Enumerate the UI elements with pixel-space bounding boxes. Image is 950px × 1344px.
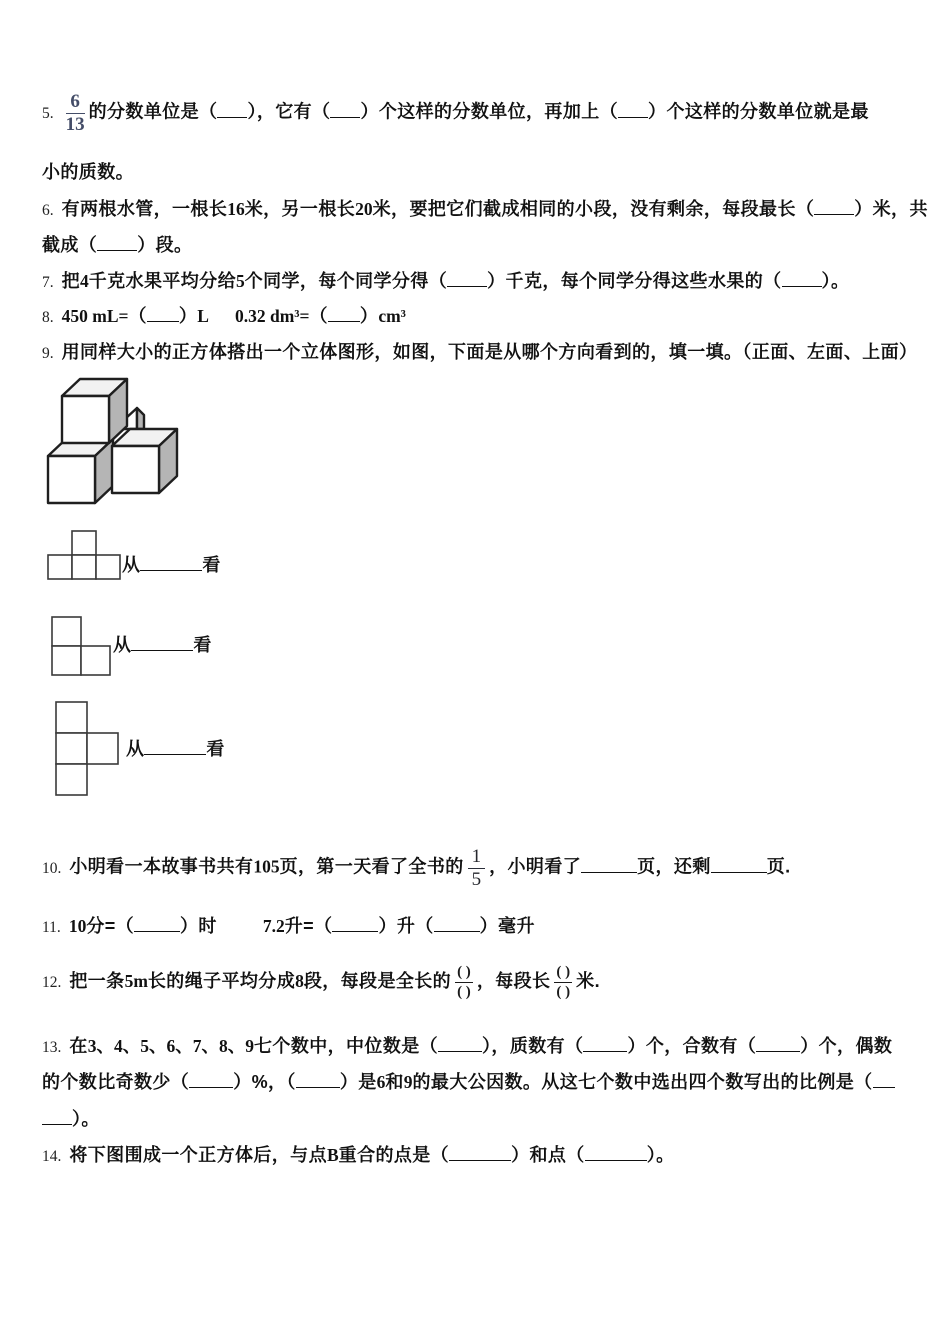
text-run: 截成（ bbox=[42, 235, 98, 255]
fraction-numerator: 1 bbox=[468, 847, 486, 869]
question-5-line-1 bbox=[42, 92, 869, 135]
text-run: ）段。 bbox=[137, 235, 193, 255]
text-run: ，小明看了 bbox=[489, 856, 582, 877]
grid-cell bbox=[96, 555, 120, 579]
fraction bbox=[554, 964, 572, 1002]
grid-cell bbox=[52, 617, 81, 646]
blank-line bbox=[147, 316, 179, 322]
text-run: 段，每段是全长的 bbox=[303, 970, 452, 991]
fraction-numerator: 6 bbox=[66, 92, 85, 114]
question-13-line-2 bbox=[42, 1069, 895, 1097]
text-run: cm³ bbox=[378, 306, 406, 326]
view-grid-shape-1 bbox=[47, 530, 123, 582]
blank-line bbox=[618, 112, 648, 118]
question-number: 11. bbox=[42, 919, 61, 936]
blank-line bbox=[814, 209, 854, 215]
cube-stack-figure bbox=[46, 374, 181, 507]
text-run: ，每段长 bbox=[476, 970, 551, 991]
grid-cell bbox=[56, 702, 87, 733]
grid-cell bbox=[48, 555, 72, 579]
blank-line bbox=[449, 1155, 511, 1161]
text-run: 分=（ bbox=[86, 916, 135, 936]
text-run: ）和点（ bbox=[511, 1145, 585, 1165]
cube-b-front bbox=[112, 446, 159, 493]
fraction-denominator: ( ) bbox=[556, 984, 571, 1001]
question-13-line-1 bbox=[42, 1033, 892, 1061]
text-run: 小明看一本故事书共有 bbox=[69, 856, 254, 877]
text-run: ）。 bbox=[646, 1145, 675, 1165]
question-number: 13. bbox=[42, 1039, 62, 1056]
question-12 bbox=[42, 964, 600, 1002]
question-9 bbox=[42, 339, 917, 367]
blank-line bbox=[782, 281, 822, 287]
text-run: 千克水果平均分给 bbox=[88, 271, 236, 291]
text-run: ）千克，每个同学分得这些水果的（ bbox=[487, 271, 782, 291]
cube-a-front bbox=[48, 456, 95, 503]
text-run: ），质数有（ bbox=[482, 1036, 584, 1056]
question-7 bbox=[42, 268, 849, 296]
text-run: 米. bbox=[576, 970, 600, 991]
text-run: ）升（ bbox=[378, 916, 434, 936]
text-run: ）%，（ bbox=[233, 1072, 296, 1092]
text-run: B bbox=[326, 1145, 339, 1165]
text-run: 450 mL= bbox=[61, 306, 129, 326]
text-run: 0.32 dm³= bbox=[234, 306, 310, 326]
question-6-line-1 bbox=[42, 196, 928, 224]
view-grid-shape-2 bbox=[51, 616, 113, 678]
text-run: 看 bbox=[193, 635, 212, 655]
text-run: ）个，合数有（ bbox=[627, 1036, 757, 1056]
blank-line bbox=[42, 1119, 72, 1125]
text-run: 3、4、5、6、7、8、9 bbox=[87, 1036, 255, 1056]
fraction bbox=[455, 964, 473, 1002]
blank-line bbox=[134, 926, 180, 932]
text-run: 从 bbox=[122, 555, 141, 575]
text-run: 8 bbox=[295, 970, 304, 991]
grid-cell bbox=[52, 646, 81, 675]
blank-line bbox=[583, 1046, 627, 1052]
question-number: 14. bbox=[42, 1148, 62, 1165]
text-run: 6 bbox=[376, 1072, 386, 1092]
grid-cell bbox=[56, 764, 87, 795]
fraction-denominator: 5 bbox=[471, 868, 482, 890]
text-run: 米，要把它们截成相同的小段，没有剩余，每段最长（ bbox=[372, 199, 815, 219]
text-run: ）个，偶数 bbox=[800, 1036, 893, 1056]
text-run: 把一条 bbox=[69, 970, 125, 991]
text-run: 的最大公因数。从这七个数中选出四个数写出的比例是（ bbox=[412, 1072, 873, 1092]
text-run: 16 bbox=[227, 199, 245, 219]
blank-line bbox=[328, 316, 360, 322]
view-grid-shape-3 bbox=[55, 701, 121, 798]
blank-line bbox=[97, 245, 137, 251]
text-run: ）是 bbox=[339, 1072, 377, 1092]
blank-line bbox=[144, 749, 206, 755]
view-label-2 bbox=[113, 632, 212, 660]
text-run: 7.2 bbox=[262, 916, 285, 936]
text-run: 9 bbox=[403, 1072, 413, 1092]
fraction-denominator: ( ) bbox=[457, 984, 471, 1001]
text-run: 从 bbox=[113, 635, 132, 655]
question-6-line-2 bbox=[42, 232, 192, 260]
text-run: ）个这样的分数单位，再加上（ bbox=[360, 101, 619, 122]
text-run: 从 bbox=[126, 739, 145, 759]
blank-line bbox=[756, 1046, 800, 1052]
text-run: 有两根水管，一根长 bbox=[61, 199, 228, 219]
blank-line bbox=[434, 926, 480, 932]
hidden-cube-side-sliver bbox=[137, 408, 144, 429]
question-number: 6. bbox=[42, 202, 54, 219]
blank-line bbox=[296, 1082, 340, 1088]
blank-line bbox=[581, 867, 637, 873]
text-run: 页，还剩 bbox=[637, 856, 711, 877]
blank-line bbox=[873, 1082, 895, 1088]
blank-line bbox=[585, 1155, 647, 1161]
blank-line bbox=[438, 1046, 482, 1052]
question-14 bbox=[42, 1142, 675, 1170]
text-run: 长的绳子平均分成 bbox=[147, 970, 296, 991]
text-run: L bbox=[197, 306, 209, 326]
blank-line bbox=[217, 112, 247, 118]
text-run: 看 bbox=[202, 555, 221, 575]
text-run: ）米，共 bbox=[854, 199, 928, 219]
text-run: 在 bbox=[69, 1036, 88, 1056]
text-run: ）毫升 bbox=[479, 916, 535, 936]
text-run: 将下图围成一个正方体后，与点 bbox=[69, 1145, 327, 1165]
blank-line bbox=[332, 926, 378, 932]
question-5-line-2 bbox=[42, 159, 134, 187]
question-number: 9. bbox=[42, 345, 54, 362]
view-label-1 bbox=[122, 552, 221, 580]
grid-cell bbox=[72, 531, 96, 555]
text-run: ）个这样的分数单位就是最 bbox=[648, 101, 869, 122]
grid-cell bbox=[87, 733, 118, 764]
question-8 bbox=[42, 303, 406, 331]
text-run: 105 bbox=[253, 856, 280, 877]
text-run: 用同样大小的正方体搭出一个立体图形，如图，下面是从哪个方向看到的，填一填。（正面、左面、上面） bbox=[61, 342, 918, 362]
text-run: ） bbox=[178, 306, 198, 326]
text-run: ） bbox=[359, 306, 379, 326]
question-13-line-3 bbox=[42, 1106, 100, 1134]
question-number: 10. bbox=[42, 859, 62, 877]
text-run: 20 bbox=[355, 199, 373, 219]
text-run: 小的质数。 bbox=[42, 162, 134, 182]
question-number: 7. bbox=[42, 274, 54, 291]
question-number: 5. bbox=[42, 104, 54, 122]
blank-line bbox=[131, 645, 193, 651]
question-10 bbox=[42, 847, 791, 890]
grid-cell bbox=[56, 733, 87, 764]
fraction-numerator: ( ) bbox=[455, 964, 473, 983]
text-run: 的个数比奇数少（ bbox=[42, 1072, 190, 1092]
text-run: 的分数单位是（ bbox=[88, 101, 218, 122]
text-run: ）。 bbox=[821, 271, 850, 291]
fraction-denominator: 13 bbox=[65, 113, 85, 135]
text-run: 个同学，每个同学分得（ bbox=[244, 271, 448, 291]
text-run: 5m bbox=[124, 970, 148, 991]
text-run: 4 bbox=[80, 271, 89, 291]
text-run: 页，第一天看了全书的 bbox=[279, 856, 464, 877]
blank-line bbox=[711, 867, 767, 873]
fraction bbox=[468, 847, 486, 890]
text-run: 米，另一根长 bbox=[244, 199, 356, 219]
text-run: 页. bbox=[766, 856, 791, 877]
view-label-3 bbox=[126, 736, 225, 764]
cube-c-front bbox=[62, 396, 109, 443]
question-11 bbox=[42, 913, 535, 941]
fraction bbox=[66, 92, 85, 135]
text-run: ）时 bbox=[180, 916, 217, 936]
grid-cell bbox=[72, 555, 96, 579]
text-run: （ bbox=[309, 306, 328, 326]
text-run: 把 bbox=[61, 271, 81, 291]
text-run: 10 bbox=[68, 916, 87, 936]
grid-cell bbox=[81, 646, 110, 675]
text-run: ），它有（ bbox=[247, 101, 331, 122]
question-number: 12. bbox=[42, 973, 62, 991]
text-run: 和 bbox=[385, 1072, 404, 1092]
blank-line bbox=[189, 1082, 233, 1088]
text-run: 七个数中，中位数是（ bbox=[254, 1036, 439, 1056]
text-run: 重合的点是（ bbox=[338, 1145, 450, 1165]
blank-line bbox=[330, 112, 360, 118]
question-number: 8. bbox=[42, 309, 54, 326]
blank-line bbox=[140, 565, 202, 571]
text-run: 升=（ bbox=[284, 916, 333, 936]
blank-line bbox=[447, 281, 487, 287]
text-run: ）。 bbox=[72, 1109, 100, 1129]
fraction-numerator: ( ) bbox=[554, 964, 572, 983]
text-run: 看 bbox=[206, 739, 225, 759]
text-run: 5 bbox=[235, 271, 245, 291]
text-run: （ bbox=[128, 306, 147, 326]
